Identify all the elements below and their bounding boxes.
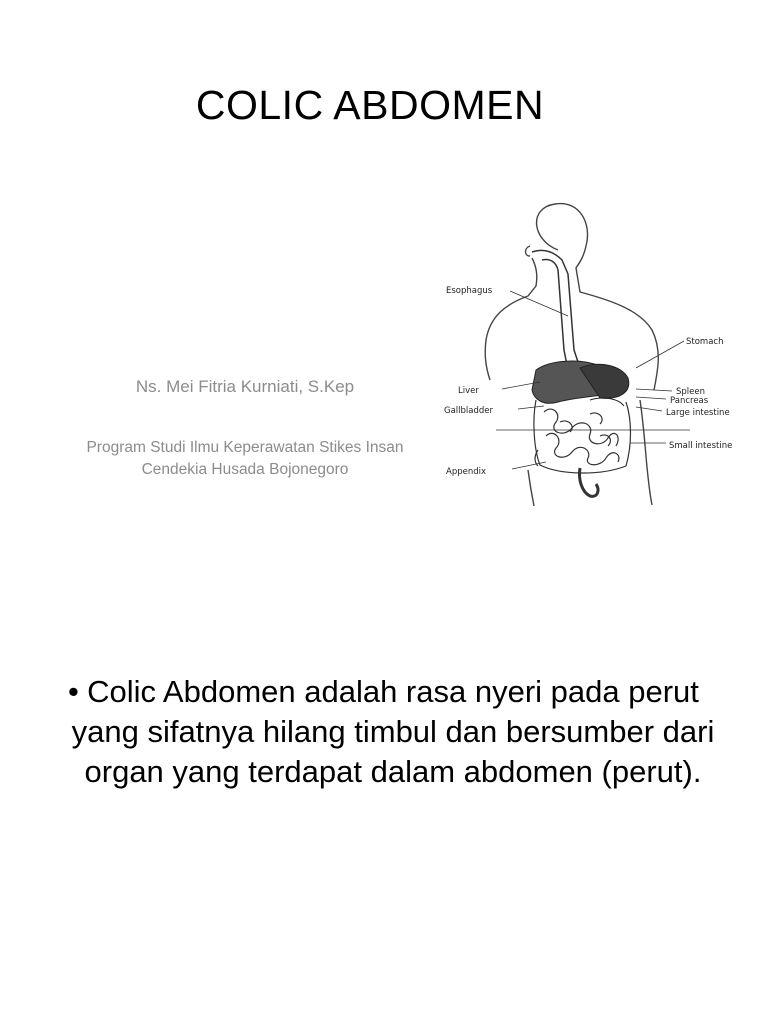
gallbladder-label: Gallbladder bbox=[444, 406, 493, 416]
upper-organs bbox=[532, 361, 629, 406]
content-slide bbox=[0, 600, 768, 1024]
bullet-item bbox=[68, 672, 718, 792]
bullet-icon: • bbox=[68, 674, 79, 709]
esophagus-organ bbox=[532, 250, 580, 370]
program-line-2: Cendekia Husada Bojonegoro bbox=[141, 461, 349, 478]
large-intestine-label: Large intestine bbox=[666, 408, 730, 418]
bullet-text: Colic Abdomen adalah rasa nyeri pada perut yang sifatnya hilang timbul dan bersumber dari organ yang terdapat dalam abdomen (perut). bbox=[71, 674, 715, 789]
pancreas-label: Pancreas bbox=[670, 396, 709, 406]
body-outline bbox=[485, 204, 658, 506]
small-intestine-label: Small intestine bbox=[669, 441, 733, 451]
appendix-label: Appendix bbox=[446, 467, 487, 477]
program-line-1: Program Studi Ilmu Keperawatan Stikes Insan bbox=[86, 439, 404, 456]
author-name: Ns. Mei Fitria Kurniati, S.Kep bbox=[135, 377, 355, 396]
program-affiliation bbox=[40, 437, 450, 481]
stomach-label: Stomach bbox=[686, 337, 724, 347]
digestive-system-diagram bbox=[440, 200, 756, 520]
esophagus-label: Esophagus bbox=[446, 286, 493, 296]
liver-label: Liver bbox=[458, 386, 479, 396]
spleen-label: Spleen bbox=[676, 387, 705, 397]
intestines bbox=[534, 400, 631, 496]
slide-title: COLIC ABDOMEN bbox=[195, 82, 545, 128]
